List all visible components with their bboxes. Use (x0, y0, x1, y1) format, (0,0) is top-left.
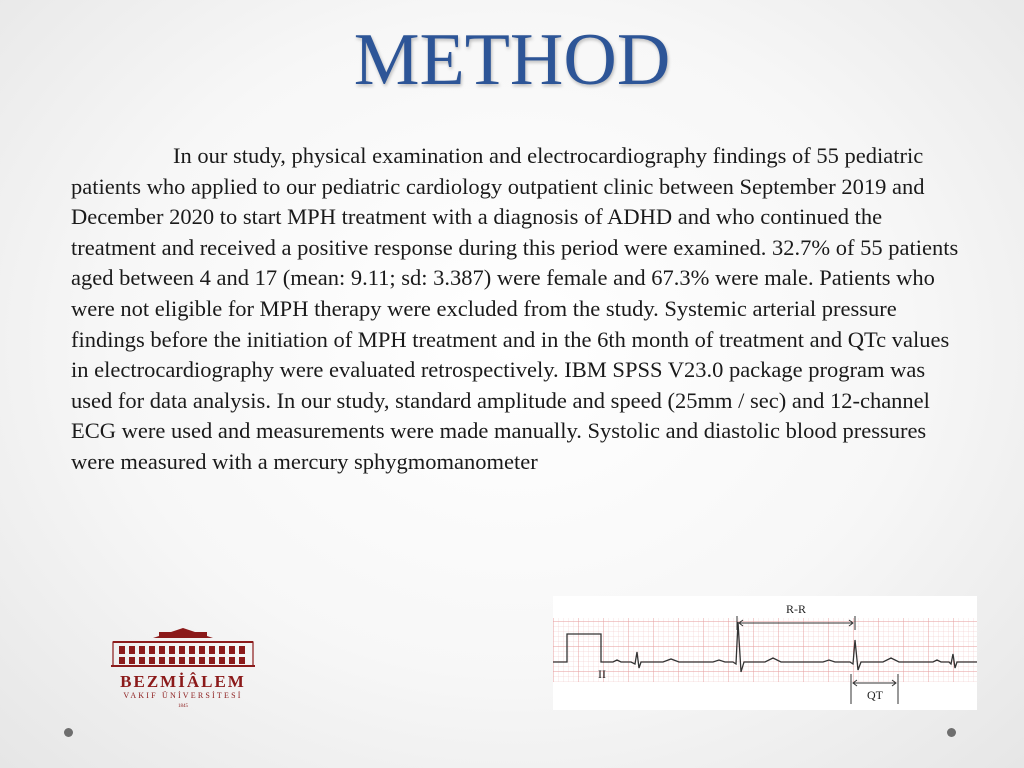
logo-year: 1845 (178, 704, 188, 709)
slide-title: METHOD (353, 19, 671, 101)
logo-subtitle: VAKIF ÜNİVERSİTESİ (123, 691, 243, 700)
ecg-grid (553, 618, 977, 682)
building-icon (111, 628, 255, 666)
corner-dot-left (64, 728, 73, 737)
ecg-diagram (553, 596, 977, 710)
method-paragraph: In our study, physical examination and electrocardiography findings of 55 pediatric patients who applied to our pediatric cardiology outpatient clinic between September 2019 and December 2020 to start MPH treatment with a diagnosis of ADHD and who continued the treatment and received a positive response during this period were examined. 32.7% of 55 patients aged between 4 and 17 (mean: 9.11; sd: 3.387) were female and 67.3% were male. Patients who were not eligible for MPH therapy were excluded from the study. Systemic arterial pressure findings before the initiation of MPH treatment and in the 6th month of treatment and QTc values in electrocardiography were evaluated retrospectively. IBM SPSS V23.0 package program was used for data analysis. In our study, standard amplitude and speed (25mm / sec) and 12-channel ECG were used and measurements were made manually. Systolic and diastolic blood pressures were measured with a mercury sphygmomanometer (71, 143, 959, 474)
lead-label: II (598, 667, 606, 681)
rr-label: R-R (785, 602, 807, 616)
university-logo (107, 624, 259, 710)
corner-dot-right (947, 728, 956, 737)
logo-name: BEZMİÂLEM (120, 672, 246, 691)
qt-label: QT (867, 688, 883, 702)
